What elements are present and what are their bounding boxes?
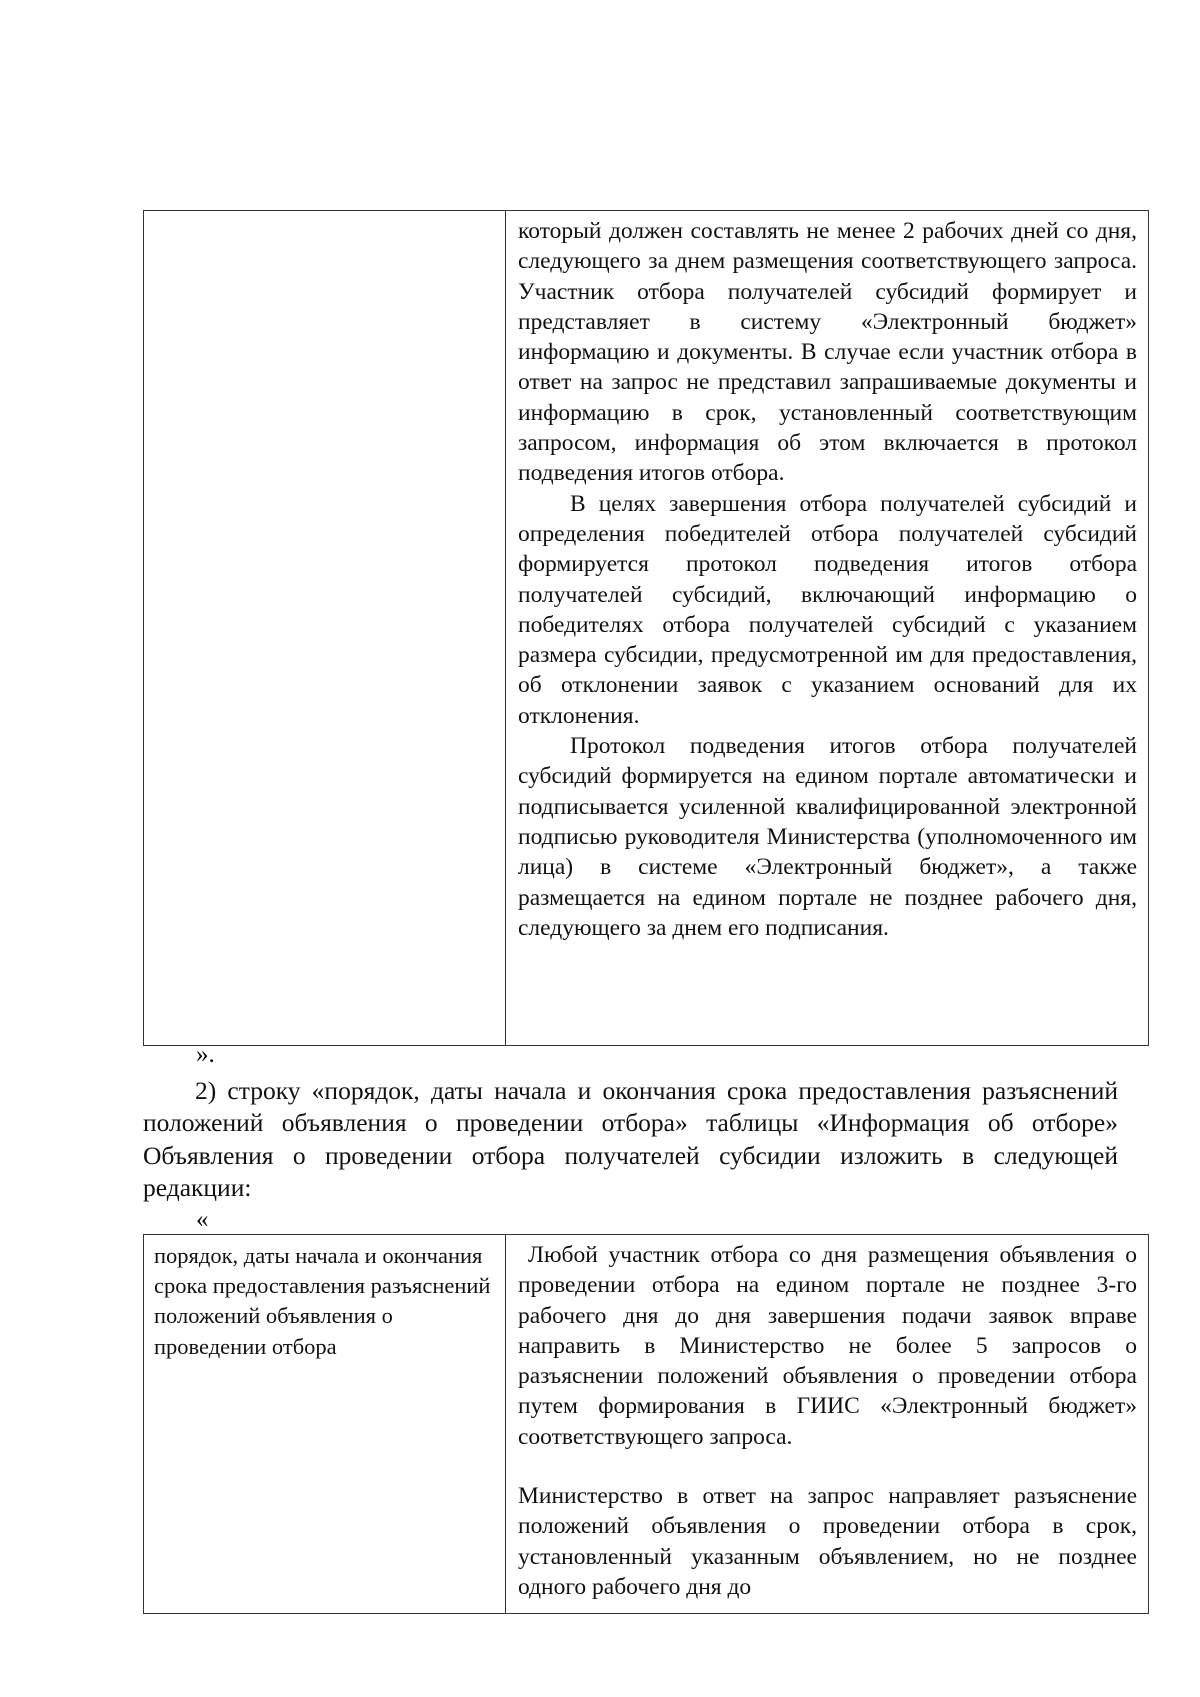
table-paragraph: который должен составлять не менее 2 рабочих дней со дня, следующего за днем размещения соответствующего запроса. Участник отбора получателей субсидий формирует и представляет в систему «Электронный бюджет» информацию и документы. В случае если участник отбора в ответ на запрос не представил запрашиваемые документы и информацию в срок, установленный соответствующим запросом, информация об этом включается в протокол подведения итогов отбора. — [518, 218, 1137, 487]
table-row — [144, 1235, 1149, 1614]
row-label: порядок, даты начала и окончания срока предоставления разъяснений положений объявления о проведении отбора — [154, 1243, 491, 1359]
table-paragraph: Министерство в ответ на запрос направляет разъяснение положений объявления о проведении отбора в срок, установленный указанным объявлением, но не позднее одного рабочего дня до — [518, 1483, 1137, 1600]
table-cell-left — [144, 211, 506, 1046]
amendment-paragraph: 2) строку «порядок, даты начала и окончания срока предоставления разъяснений положений объявления о проведении отбора» таблицы «Информация об отборе» Объявления о проведении отбора получателей субсидии изложить в следующей редакции: — [143, 1076, 1118, 1203]
replacement-table — [143, 1234, 1149, 1614]
table-paragraph: Любой участник отбора со дня размещения объявления о проведении отбора на едином портале не позднее 3-го рабочего дня до дня завершения подачи заявок вправе направить в Министерство не более 5 запросов о разъяснении положений объявления о проведении отбора путем формирования в ГИИС «Электронный бюджет» соответствующего запроса. — [518, 1242, 1137, 1450]
table-paragraph: Протокол подведения итогов отбора получателей субсидий формируется на едином портале автоматически и подписывается усиленной квалифицированной электронной подписью руководителя Министерства (уполномоченного им лица) в системе «Электронный бюджет», а также размещается на едином портале не позднее рабочего дня, следующего за днем его подписания. — [518, 733, 1137, 941]
table-cell-right — [506, 1235, 1149, 1614]
table-paragraph: В целях завершения отбора получателей субсидий и определения победителей отбора получателей субсидий формируется протокол подведения итогов отбора получателей субсидий, включающий информацию о победителях отбора получателей субсидий с указанием размера субсидии, предусмотренной им для предоставления, об отклонении заявок с указанием оснований для их отклонения. — [518, 490, 1137, 729]
opening-quote: « — [196, 1206, 209, 1233]
table-row — [144, 211, 1149, 1046]
table-cell-right — [506, 211, 1149, 1046]
continued-table — [143, 210, 1149, 1046]
table-cell-left — [144, 1235, 506, 1614]
closing-quote: ». — [196, 1041, 215, 1068]
